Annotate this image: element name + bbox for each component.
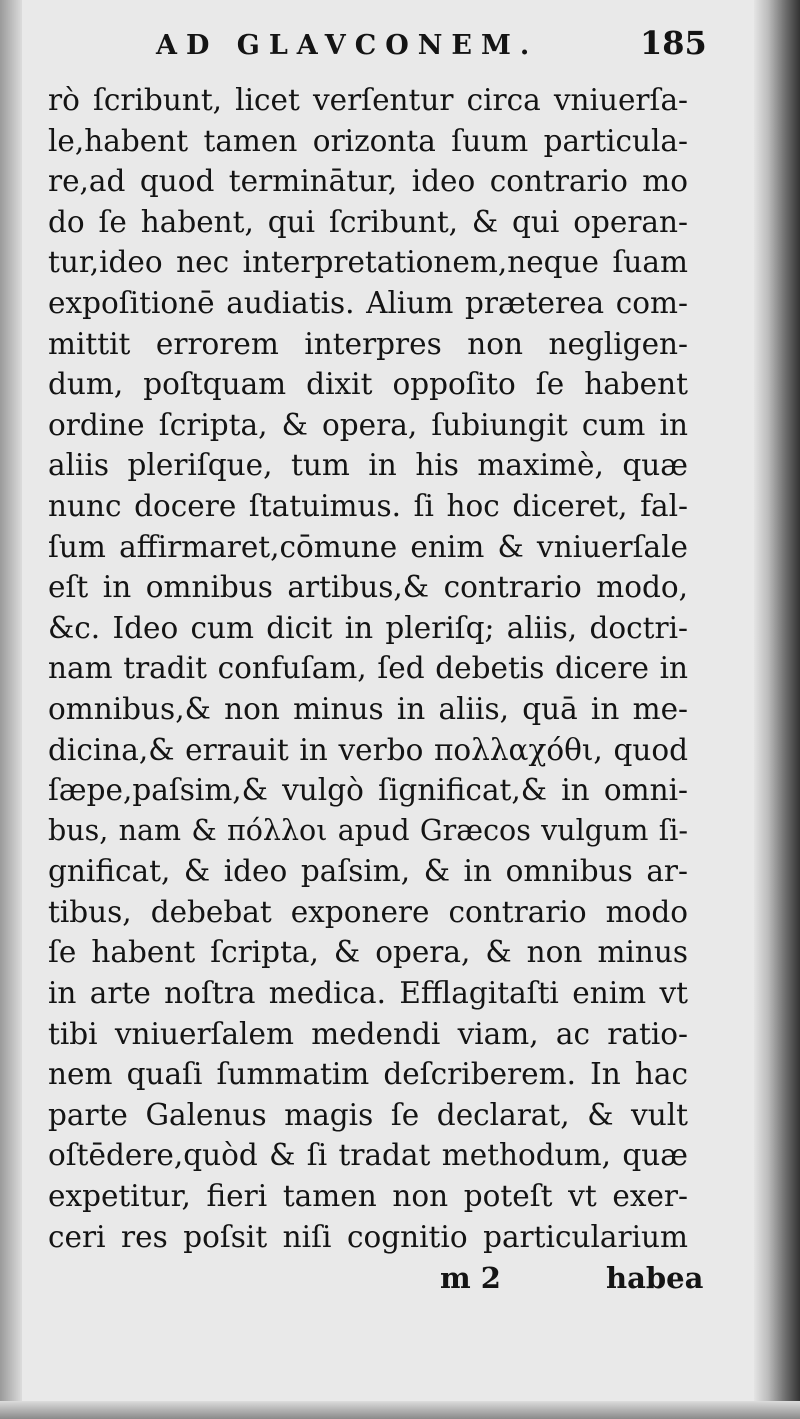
text-line: parte Galenus magis ſe declarat, & vult xyxy=(48,1097,688,1132)
text-line: eſt in omnibus artibus,& contrario modo, xyxy=(48,570,688,605)
text-line: le,habent tamen orizonta ſuum particula- xyxy=(48,123,688,158)
body-text xyxy=(48,80,698,1257)
text-line: tibus, debebat exponere contrario modo xyxy=(48,894,688,929)
text-line: &c. Ideo cum dicit in pleriſq; aliis, doctri- xyxy=(48,610,688,645)
page-footer xyxy=(48,1259,704,1303)
text-line: expetitur, fieri tamen non poteſt vt exer- xyxy=(48,1179,688,1214)
page-edge xyxy=(754,0,800,1419)
text-line: aliis pleriſque, tum in his maximè, quæ xyxy=(48,448,688,483)
text-line: expoſitionē audiatis. Alium præterea com- xyxy=(48,285,688,320)
text-line: re,ad quod terminātur, ideo contrario mo xyxy=(48,164,688,199)
text-line: ſæpe,paſsim,& vulgò ſignificat,& in omni- xyxy=(48,773,688,808)
text-line: dicina,& errauit in verbo πολλαχόθι, quod xyxy=(48,732,688,767)
text-line: ſum affirmaret,cōmune enim & vniuerſale xyxy=(48,529,688,564)
running-head xyxy=(48,22,707,72)
text-line: ſe habent ſcripta, & opera, & non minus xyxy=(48,935,688,970)
text-line: do ſe habent, qui ſcribunt, & qui operan- xyxy=(48,204,688,239)
text-line: in arte noſtra medica. Efflagitaſti enim vt xyxy=(48,976,688,1011)
page-number: 185 xyxy=(640,24,707,62)
text-line: oſtēdere,quòd & ſi tradat methodum, quæ xyxy=(48,1138,688,1173)
text-line: tibi vniuerſalem medendi viam, ac ratio- xyxy=(48,1016,688,1051)
text-line: mittit errorem interpres non negligen- xyxy=(48,326,688,361)
page-content xyxy=(48,22,707,1303)
text-line: ordine ſcripta, & opera, ſubiungit cum in xyxy=(48,407,688,442)
text-line: nam tradit confuſam, ſed debetis dicere in xyxy=(48,651,688,686)
text-line: ceri res poſsit niſi cognitio particularium xyxy=(48,1219,688,1254)
signature-mark: m 2 xyxy=(440,1261,501,1296)
text-line: nem quaſi ſummatim deſcriberem. In hac xyxy=(48,1057,688,1092)
gutter-shadow xyxy=(0,0,22,1419)
text-line: nunc docere ſtatuimus. ſi hoc diceret, fal- xyxy=(48,488,688,523)
text-line: gnificat, & ideo paſsim, & in omnibus ar- xyxy=(48,854,688,889)
page-bottom-edge xyxy=(0,1401,800,1419)
text-line: dum, poſtquam dixit oppoſito ſe habent xyxy=(48,367,688,402)
running-title: AD GLAVCONEM. xyxy=(156,30,539,61)
catchword: habea xyxy=(606,1261,704,1296)
text-line: tur,ideo nec interpretationem,neque ſuam xyxy=(48,245,688,280)
text-line: rò ſcribunt, licet verſentur circa vniuerſa- xyxy=(48,83,688,117)
text-line: omnibus,& non minus in aliis, quā in me- xyxy=(48,691,688,726)
text-line: bus, nam & πόλλοι apud Græcos vulgum ſi- xyxy=(48,813,688,847)
